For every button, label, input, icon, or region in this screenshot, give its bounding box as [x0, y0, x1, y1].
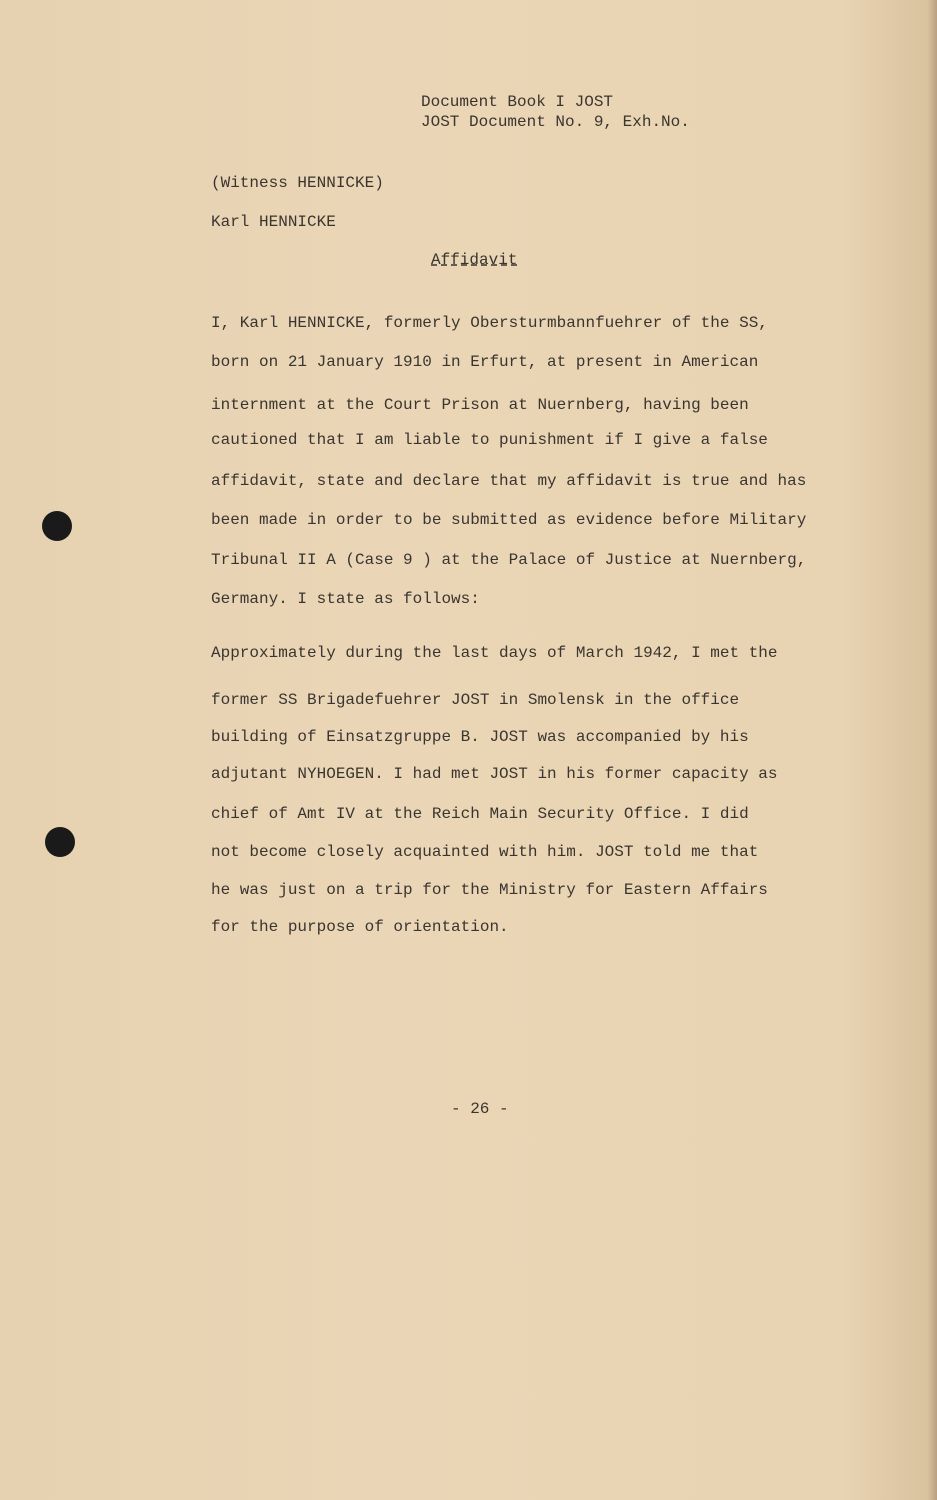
page-number: - 26 - [451, 1100, 509, 1118]
punch-hole [45, 827, 75, 857]
para1-line: internment at the Court Prison at Nuernberg, having been [211, 396, 749, 414]
para1-line: I, Karl HENNICKE, formerly Obersturmbannfuehrer of the SS, [211, 314, 768, 332]
para2-line: Approximately during the last days of March 1942, I met the [211, 644, 778, 662]
para2-line: former SS Brigadefuehrer JOST in Smolensk in the office [211, 691, 740, 709]
punch-hole [42, 511, 72, 541]
para2-line: not become closely acquainted with him. JOST told me that [211, 843, 759, 861]
para2-line: he was just on a trip for the Ministry for Eastern Affairs [211, 881, 768, 899]
document-title: Affidavit [431, 251, 518, 269]
para2-line: for the purpose of orientation. [211, 918, 509, 936]
para2-line: chief of Amt IV at the Reich Main Security Office. I did [211, 805, 749, 823]
header-line-2: JOST Document No. 9, Exh.No. [421, 113, 690, 131]
header-line-1: Document Book I JOST [421, 93, 614, 111]
para2-line: adjutant NYHOEGEN. I had met JOST in his former capacity as [211, 765, 778, 783]
para1-line: cautioned that I am liable to punishment if I give a false [211, 431, 768, 449]
para1-line: Tribunal II A (Case 9 ) at the Palace of Justice at Nuernberg, [211, 551, 807, 569]
witness-name: Karl HENNICKE [211, 213, 336, 231]
witness-label: (Witness HENNICKE) [211, 174, 384, 192]
para1-line: been made in order to be submitted as evidence before Military [211, 511, 807, 529]
para2-line: building of Einsatzgruppe B. JOST was accompanied by his [211, 728, 749, 746]
para1-line: born on 21 January 1910 in Erfurt, at present in American [211, 353, 759, 371]
para1-line: Germany. I state as follows: [211, 590, 480, 608]
para1-line: affidavit, state and declare that my affidavit is true and has [211, 472, 807, 490]
